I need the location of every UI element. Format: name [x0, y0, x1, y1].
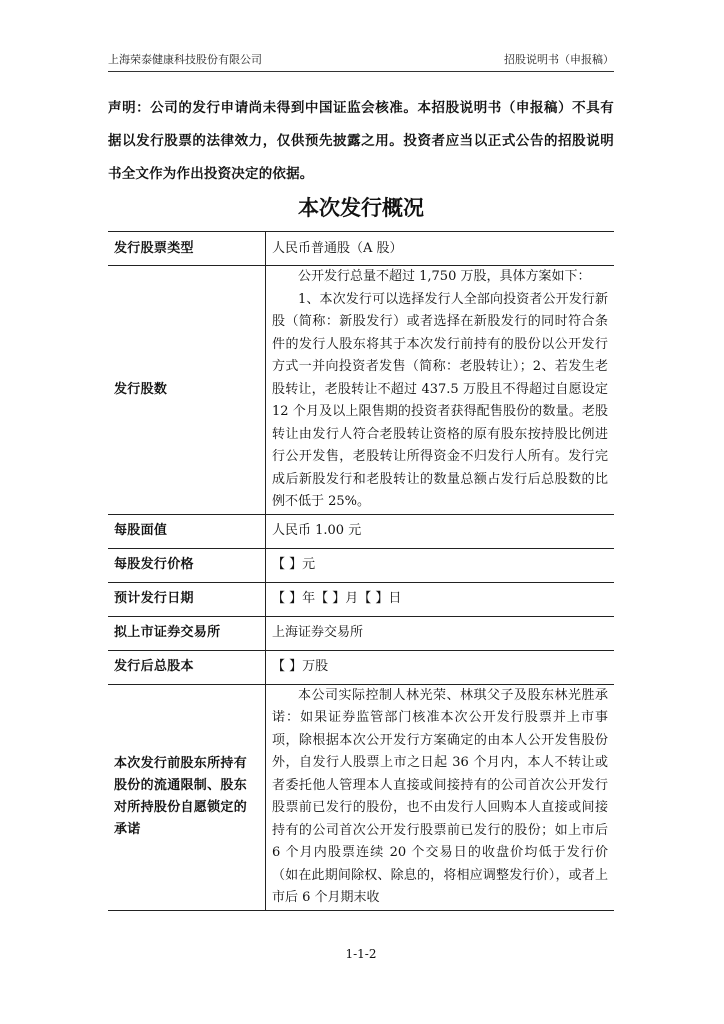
- row-value-cell: [266, 266, 615, 515]
- row-label: 每股面值: [108, 514, 266, 548]
- row-label: 发行股票类型: [108, 232, 266, 266]
- row-value: 上海证券交易所: [266, 616, 615, 650]
- section-title: 本次发行概况: [298, 196, 424, 220]
- row-label: 发行股数: [108, 266, 266, 515]
- table-row: [108, 616, 614, 650]
- disclaimer-statement: 声明：公司的发行申请尚未得到中国证监会核准。本招股说明书（申报稿）不具有据以发行股票的法律效力，仅供预先披露之用。投资者应当以正式公告的招股说明书全文作为作出投资决定的依据。: [108, 100, 614, 182]
- page-header: [108, 52, 614, 68]
- row-label: 每股发行价格: [108, 548, 266, 582]
- header-divider: [108, 71, 614, 72]
- row-label: 拟上市证券交易所: [108, 616, 266, 650]
- row-label: 发行后总股本: [108, 650, 266, 684]
- row-value: 【 】年【 】月【 】日: [266, 582, 615, 616]
- table-row: [108, 232, 614, 266]
- page-number: 1-1-2: [345, 947, 377, 961]
- row-value: 【 】元: [266, 548, 615, 582]
- header-document-title: 招股说明书（申报稿）: [504, 53, 614, 66]
- offering-overview-table: [108, 231, 614, 911]
- row-value-paragraph: 本公司实际控制人林光荣、林琪父子及股东林光胜承诺：如果证券监管部门核准本次公开发行股票并上市事项，除根据本次公开发行方案确定的由本人公开发售股份外，自发行人股票上市之日起 36 个月内，本人不转让或者委托他人管理本人直接或间接持有的公司首次公开发行股票前已发行的股份，也不由发行人回购本人直接或间接持有的公司首次公开发行股票前已发行的股份；如上市后 6 个月内股票连续 20 个交易日的收盘价均低于发行价（如在此期间除权、除息的，将相应调整发行价），或者上市后 6 个月期末收: [272, 687, 608, 905]
- row-value-paragraph: 1、本次发行可以选择发行人全部向投资者公开发行新股（简称：新股发行）或者选择在新股发行的同时符合条件的发行人股东将其于本次发行前持有的股份以公开发行方式一并向投资者发售（简称：老股转让）；2、若发生老股转让，老股转让不超过 437.5 万股且不得超过自愿设定 12 个月及以上限售期的投资者获得配售股份的数量。老股转让由发行人符合老股转让资格的原有股东按持股比例进行公开发售，老股转让所得资金不归发行人所有。发行完成后新股发行和老股转让的数量总额占发行后总股数的比例不低于 25%。: [272, 291, 608, 509]
- table-row: [108, 266, 614, 515]
- row-value-cell: [266, 684, 615, 910]
- table-row: [108, 548, 614, 582]
- table-row: [108, 684, 614, 910]
- row-value-paragraph: 公开发行总量不超过 1,750 万股，具体方案如下：: [298, 269, 591, 284]
- table-row: [108, 582, 614, 616]
- row-label: 本次发行前股东所持有股份的流通限制、股东对所持股份自愿锁定的承诺: [108, 684, 266, 910]
- row-label: 预计发行日期: [108, 582, 266, 616]
- header-company-name: 上海荣泰健康科技股份有限公司: [108, 53, 262, 66]
- table-row: [108, 514, 614, 548]
- row-value: 人民币普通股（A 股）: [266, 232, 615, 266]
- row-value: 【 】万股: [266, 650, 615, 684]
- table-row: [108, 650, 614, 684]
- row-value: 人民币 1.00 元: [266, 514, 615, 548]
